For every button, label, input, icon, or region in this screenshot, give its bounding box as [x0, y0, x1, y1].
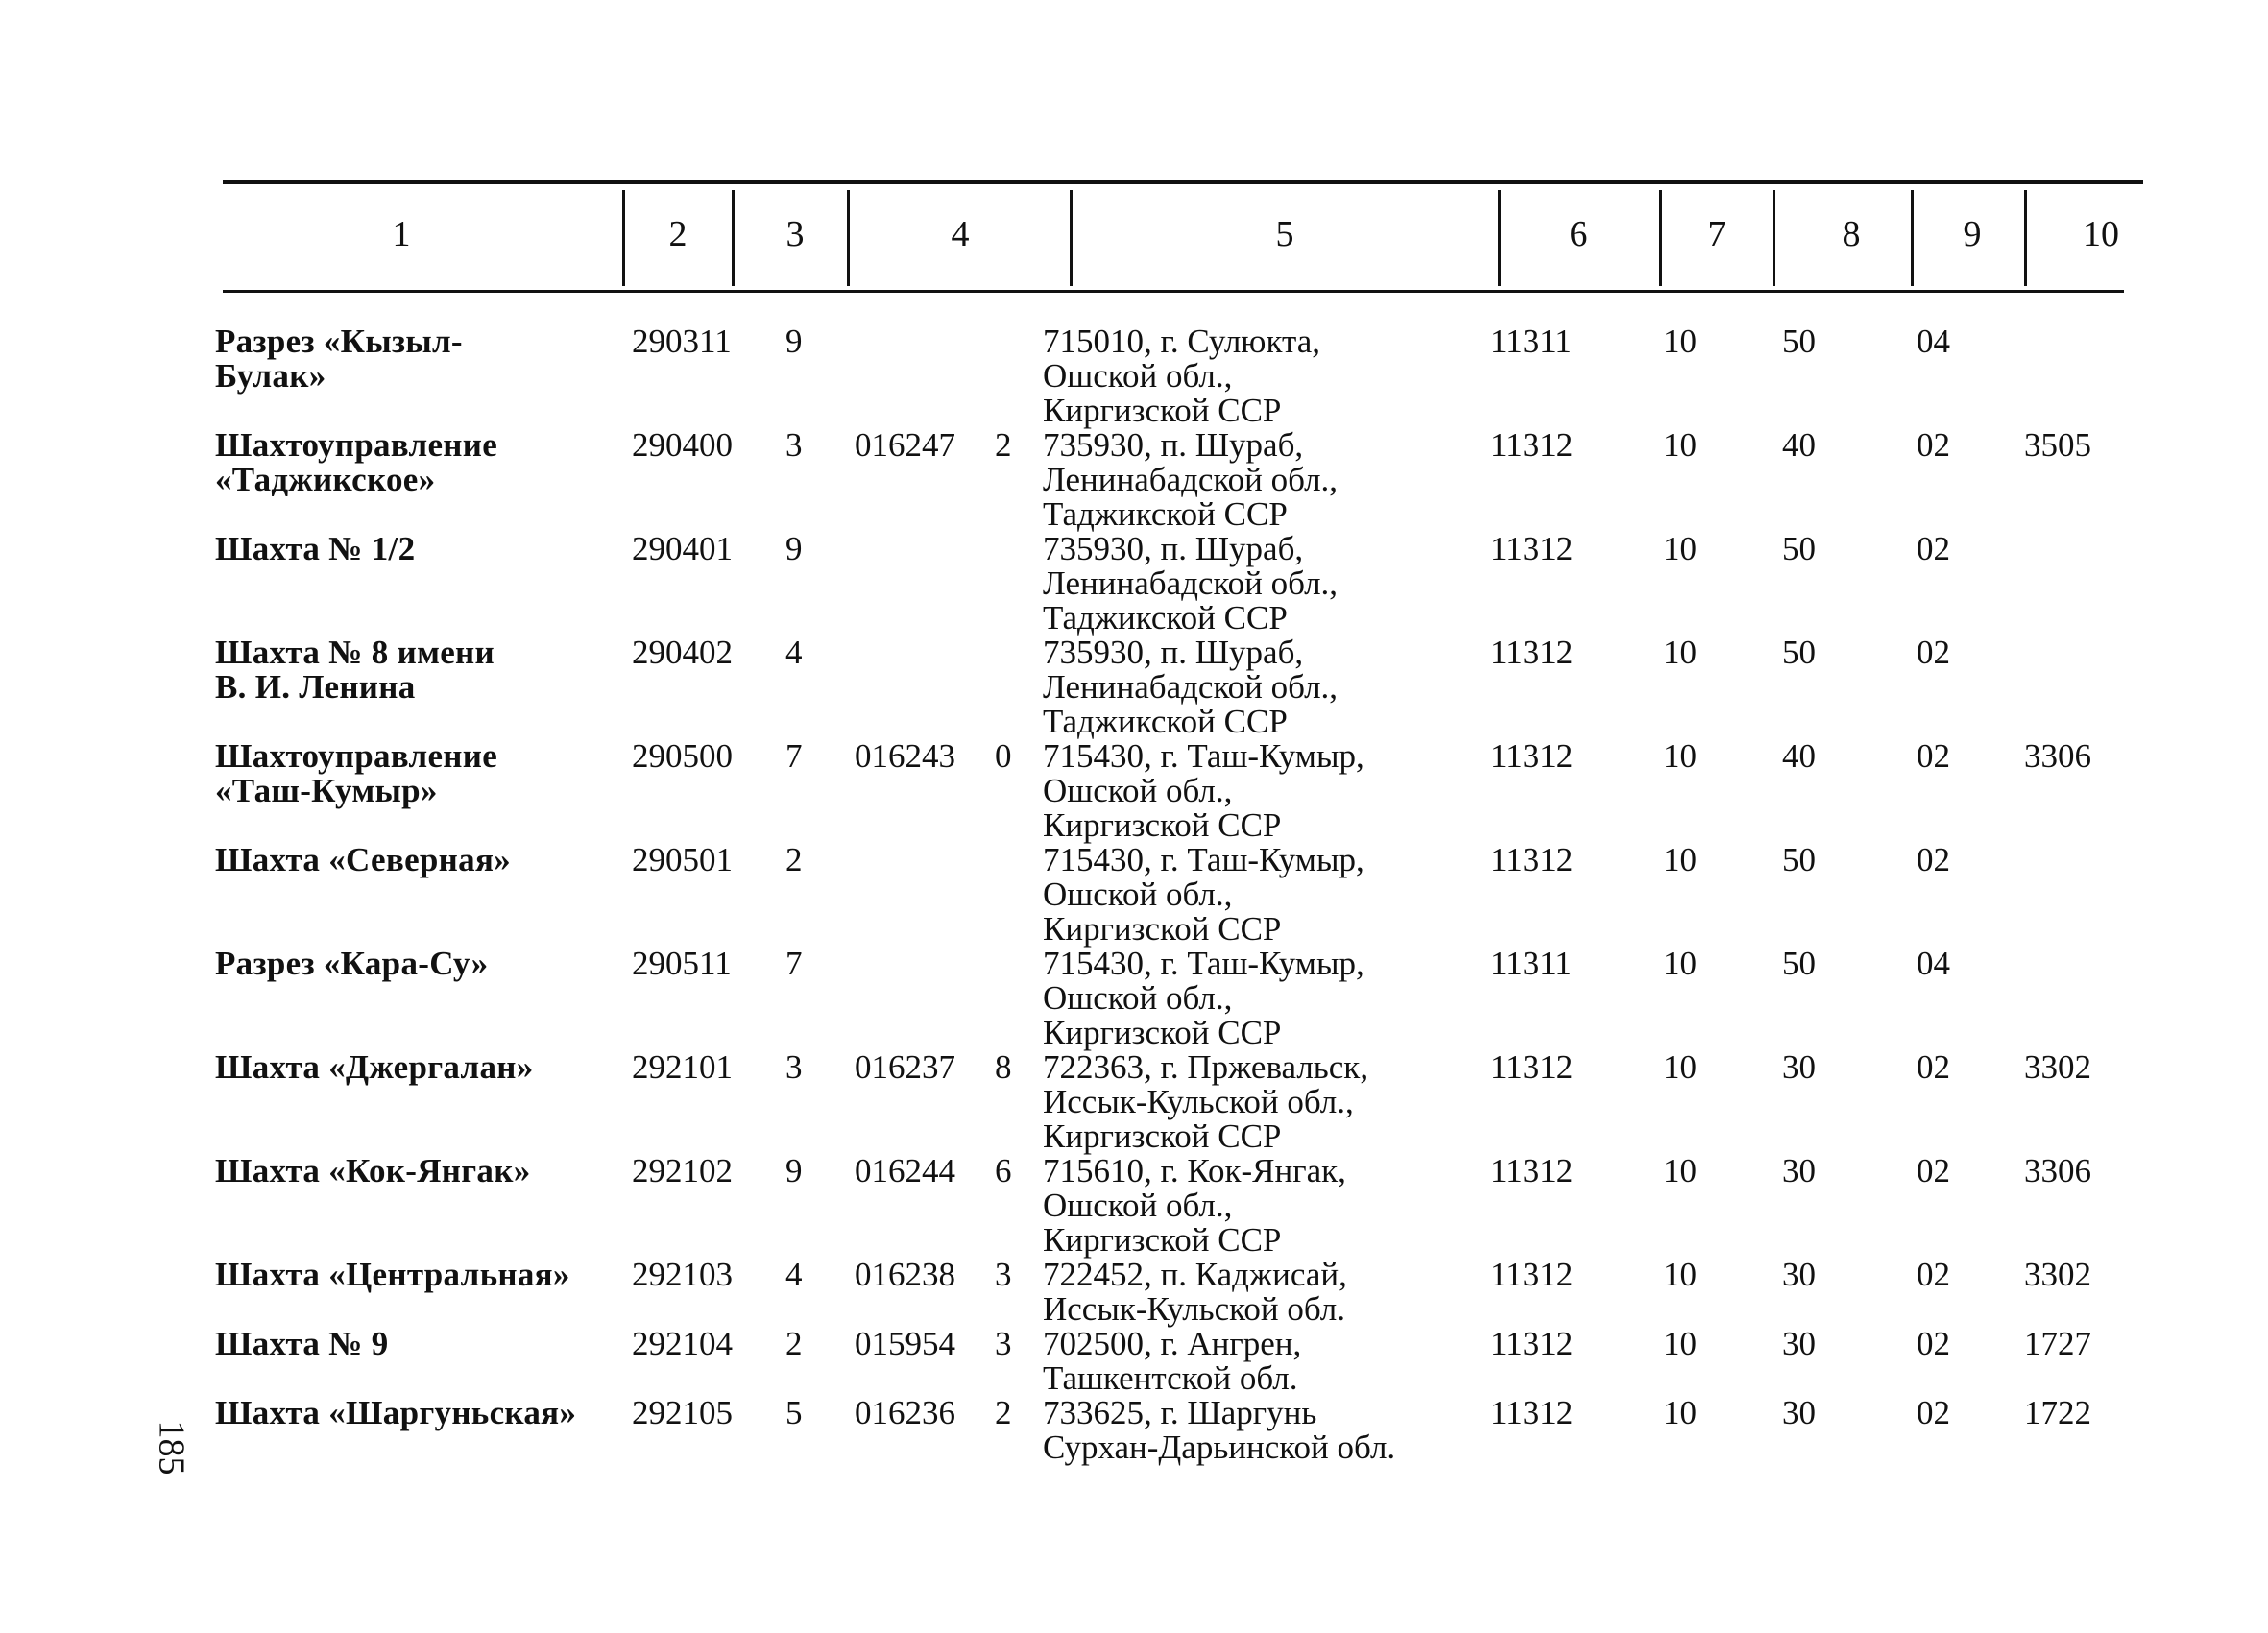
- col9-cell: 02: [1917, 634, 1950, 671]
- column-header-1: 1: [392, 214, 411, 254]
- col9-cell: 02: [1917, 737, 1950, 775]
- table-row: [0, 636, 2268, 739]
- col10-cell: 1722: [2024, 1394, 2091, 1431]
- col8-cell: 50: [1782, 634, 1816, 671]
- column-divider: [732, 190, 735, 286]
- column-divider: [1773, 190, 1775, 286]
- address-cell: 715430, г. Таш-Кумыр, Ошской обл., Киргизской ССР: [1043, 841, 1364, 948]
- col10-cell: 1727: [2024, 1325, 2091, 1362]
- code-cell: 292105: [632, 1394, 733, 1431]
- enterprise-name: Шахта «Кок-Янгак»: [215, 1152, 531, 1189]
- col8-cell: 30: [1782, 1394, 1816, 1431]
- okpo-cell: 016236: [855, 1394, 955, 1431]
- address-cell: 715010, г. Сулюкта, Ошской обл., Киргизской ССР: [1043, 323, 1321, 429]
- col9-cell: 02: [1917, 1048, 1950, 1086]
- check-digit-cell: 9: [785, 1152, 803, 1189]
- table-header-bottom-rule: [223, 290, 2124, 293]
- column-header-10: 10: [2083, 214, 2119, 254]
- col7-cell: 10: [1663, 634, 1697, 671]
- col10-cell: 3302: [2024, 1048, 2091, 1086]
- column-header-4: 4: [951, 214, 970, 254]
- col9-cell: 02: [1917, 1256, 1950, 1293]
- enterprise-name: Шахтоуправление «Таджикское»: [215, 426, 498, 498]
- okpo-cell: 016238: [855, 1256, 955, 1293]
- col6-cell: 11312: [1490, 1152, 1574, 1189]
- col7-cell: 10: [1663, 530, 1697, 567]
- col7-cell: 10: [1663, 1256, 1697, 1293]
- code-cell: 290511: [632, 945, 732, 982]
- address-cell: 715430, г. Таш-Кумыр, Ошской обл., Киргизской ССР: [1043, 737, 1364, 844]
- check-digit-cell: 9: [785, 530, 803, 567]
- col8-cell: 30: [1782, 1152, 1816, 1189]
- column-divider: [847, 190, 850, 286]
- col9-cell: 02: [1917, 426, 1950, 464]
- enterprise-name: Шахта «Шаргуньская»: [215, 1394, 577, 1431]
- col6-cell: 11311: [1490, 945, 1572, 982]
- col8-cell: 40: [1782, 737, 1816, 775]
- col9-cell: 02: [1917, 1325, 1950, 1362]
- col8-cell: 30: [1782, 1048, 1816, 1086]
- table-row: [0, 1050, 2268, 1154]
- code-cell: 290401: [632, 530, 733, 567]
- col7-cell: 10: [1663, 737, 1697, 775]
- col6-cell: 11312: [1490, 737, 1574, 775]
- col7-cell: 10: [1663, 945, 1697, 982]
- check-digit-cell: 3: [785, 426, 803, 464]
- check-digit-cell: 2: [785, 1325, 803, 1362]
- check-digit-cell: 9: [785, 323, 803, 360]
- okpo-cell: 016247: [855, 426, 955, 464]
- enterprise-name: Шахта № 9: [215, 1325, 389, 1362]
- okpo-cell: 016243: [855, 737, 955, 775]
- address-cell: 735930, п. Шураб, Ленинабадской обл., Таджикской ССР: [1043, 634, 1339, 740]
- table-top-rule: [223, 180, 2143, 184]
- okpo-check-cell: 2: [995, 426, 1012, 464]
- enterprise-name: Разрез «Кара-Су»: [215, 945, 489, 982]
- col7-cell: 10: [1663, 426, 1697, 464]
- okpo-check-cell: 8: [995, 1048, 1012, 1086]
- column-header-9: 9: [1963, 214, 1982, 254]
- okpo-check-cell: 0: [995, 737, 1012, 775]
- table-row: [0, 947, 2268, 1050]
- table-row: [0, 1154, 2268, 1258]
- column-divider: [2024, 190, 2027, 286]
- col9-cell: 02: [1917, 530, 1950, 567]
- address-cell: 735930, п. Шураб, Ленинабадской обл., Таджикской ССР: [1043, 530, 1339, 636]
- code-cell: 292104: [632, 1325, 733, 1362]
- enterprise-name: Шахта «Северная»: [215, 841, 511, 878]
- table-row: [0, 843, 2268, 947]
- col8-cell: 50: [1782, 945, 1816, 982]
- address-cell: 733625, г. Шаргунь Сурхан-Дарьинской обл.: [1043, 1394, 1396, 1466]
- code-cell: 292101: [632, 1048, 733, 1086]
- col6-cell: 11312: [1490, 1325, 1574, 1362]
- col8-cell: 40: [1782, 426, 1816, 464]
- table-row: [0, 532, 2268, 636]
- col10-cell: 3302: [2024, 1256, 2091, 1293]
- code-cell: 292102: [632, 1152, 733, 1189]
- okpo-check-cell: 6: [995, 1152, 1012, 1189]
- column-header-5: 5: [1275, 214, 1294, 254]
- check-digit-cell: 2: [785, 841, 803, 878]
- address-cell: 715430, г. Таш-Кумыр, Ошской обл., Киргизской ССР: [1043, 945, 1364, 1051]
- enterprise-name: Шахта № 1/2: [215, 530, 416, 567]
- column-header-3: 3: [785, 214, 805, 254]
- check-digit-cell: 3: [785, 1048, 803, 1086]
- col6-cell: 11312: [1490, 1394, 1574, 1431]
- col8-cell: 50: [1782, 841, 1816, 878]
- col6-cell: 11312: [1490, 1048, 1574, 1086]
- col8-cell: 30: [1782, 1256, 1816, 1293]
- code-cell: 290400: [632, 426, 733, 464]
- check-digit-cell: 4: [785, 634, 803, 671]
- col6-cell: 11312: [1490, 1256, 1574, 1293]
- enterprise-name: Шахта «Джергалан»: [215, 1048, 534, 1086]
- table-row: [0, 428, 2268, 532]
- col7-cell: 10: [1663, 841, 1697, 878]
- okpo-cell: 016237: [855, 1048, 955, 1086]
- col6-cell: 11311: [1490, 323, 1572, 360]
- okpo-cell: 016244: [855, 1152, 955, 1189]
- address-cell: 715610, г. Кок-Янгак, Ошской обл., Киргизской ССР: [1043, 1152, 1346, 1259]
- col7-cell: 10: [1663, 1152, 1697, 1189]
- address-cell: 722452, п. Каджисай, Иссык-Кульской обл.: [1043, 1256, 1347, 1328]
- address-cell: 702500, г. Ангрен, Ташкентской обл.: [1043, 1325, 1302, 1397]
- col10-cell: 3306: [2024, 737, 2091, 775]
- address-cell: 735930, п. Шураб, Ленинабадской обл., Таджикской ССР: [1043, 426, 1339, 533]
- col6-cell: 11312: [1490, 841, 1574, 878]
- check-digit-cell: 4: [785, 1256, 803, 1293]
- col8-cell: 50: [1782, 323, 1816, 360]
- col7-cell: 10: [1663, 1048, 1697, 1086]
- enterprise-name: Шахта № 8 имени В. И. Ленина: [215, 634, 495, 706]
- table-row: [0, 1258, 2268, 1327]
- column-header-2: 2: [668, 214, 688, 254]
- code-cell: 290501: [632, 841, 733, 878]
- code-cell: 290311: [632, 323, 732, 360]
- col8-cell: 50: [1782, 530, 1816, 567]
- table-row: [0, 1396, 2268, 1465]
- col7-cell: 10: [1663, 1325, 1697, 1362]
- enterprise-name: Шахтоуправление «Таш-Кумыр»: [215, 737, 498, 809]
- okpo-check-cell: 3: [995, 1325, 1012, 1362]
- column-divider: [1659, 190, 1662, 286]
- column-header-8: 8: [1842, 214, 1861, 254]
- col6-cell: 11312: [1490, 426, 1574, 464]
- enterprise-name: Разрез «Кызыл- Булак»: [215, 323, 463, 395]
- table-row: [0, 1327, 2268, 1396]
- page-number: 185: [151, 1420, 192, 1476]
- col9-cell: 02: [1917, 1152, 1950, 1189]
- col10-cell: 3505: [2024, 426, 2091, 464]
- table-row: [0, 324, 2268, 428]
- col9-cell: 04: [1917, 945, 1950, 982]
- column-divider: [1498, 190, 1501, 286]
- enterprise-name: Шахта «Центральная»: [215, 1256, 570, 1293]
- col9-cell: 04: [1917, 323, 1950, 360]
- table-body: [0, 324, 2268, 1465]
- code-cell: 290500: [632, 737, 733, 775]
- table-row: [0, 739, 2268, 843]
- col8-cell: 30: [1782, 1325, 1816, 1362]
- okpo-cell: 015954: [855, 1325, 955, 1362]
- okpo-check-cell: 3: [995, 1256, 1012, 1293]
- address-cell: 722363, г. Пржевальск, Иссык-Кульской обл., Киргизской ССР: [1043, 1048, 1369, 1155]
- okpo-check-cell: 2: [995, 1394, 1012, 1431]
- column-header-6: 6: [1569, 214, 1588, 254]
- code-cell: 292103: [632, 1256, 733, 1293]
- col9-cell: 02: [1917, 1394, 1950, 1431]
- column-divider: [622, 190, 625, 286]
- column-header-7: 7: [1707, 214, 1726, 254]
- col7-cell: 10: [1663, 323, 1697, 360]
- code-cell: 290402: [632, 634, 733, 671]
- column-divider: [1070, 190, 1073, 286]
- col6-cell: 11312: [1490, 530, 1574, 567]
- check-digit-cell: 7: [785, 945, 803, 982]
- check-digit-cell: 5: [785, 1394, 803, 1431]
- check-digit-cell: 7: [785, 737, 803, 775]
- col10-cell: 3306: [2024, 1152, 2091, 1189]
- col7-cell: 10: [1663, 1394, 1697, 1431]
- column-divider: [1911, 190, 1914, 286]
- col6-cell: 11312: [1490, 634, 1574, 671]
- col9-cell: 02: [1917, 841, 1950, 878]
